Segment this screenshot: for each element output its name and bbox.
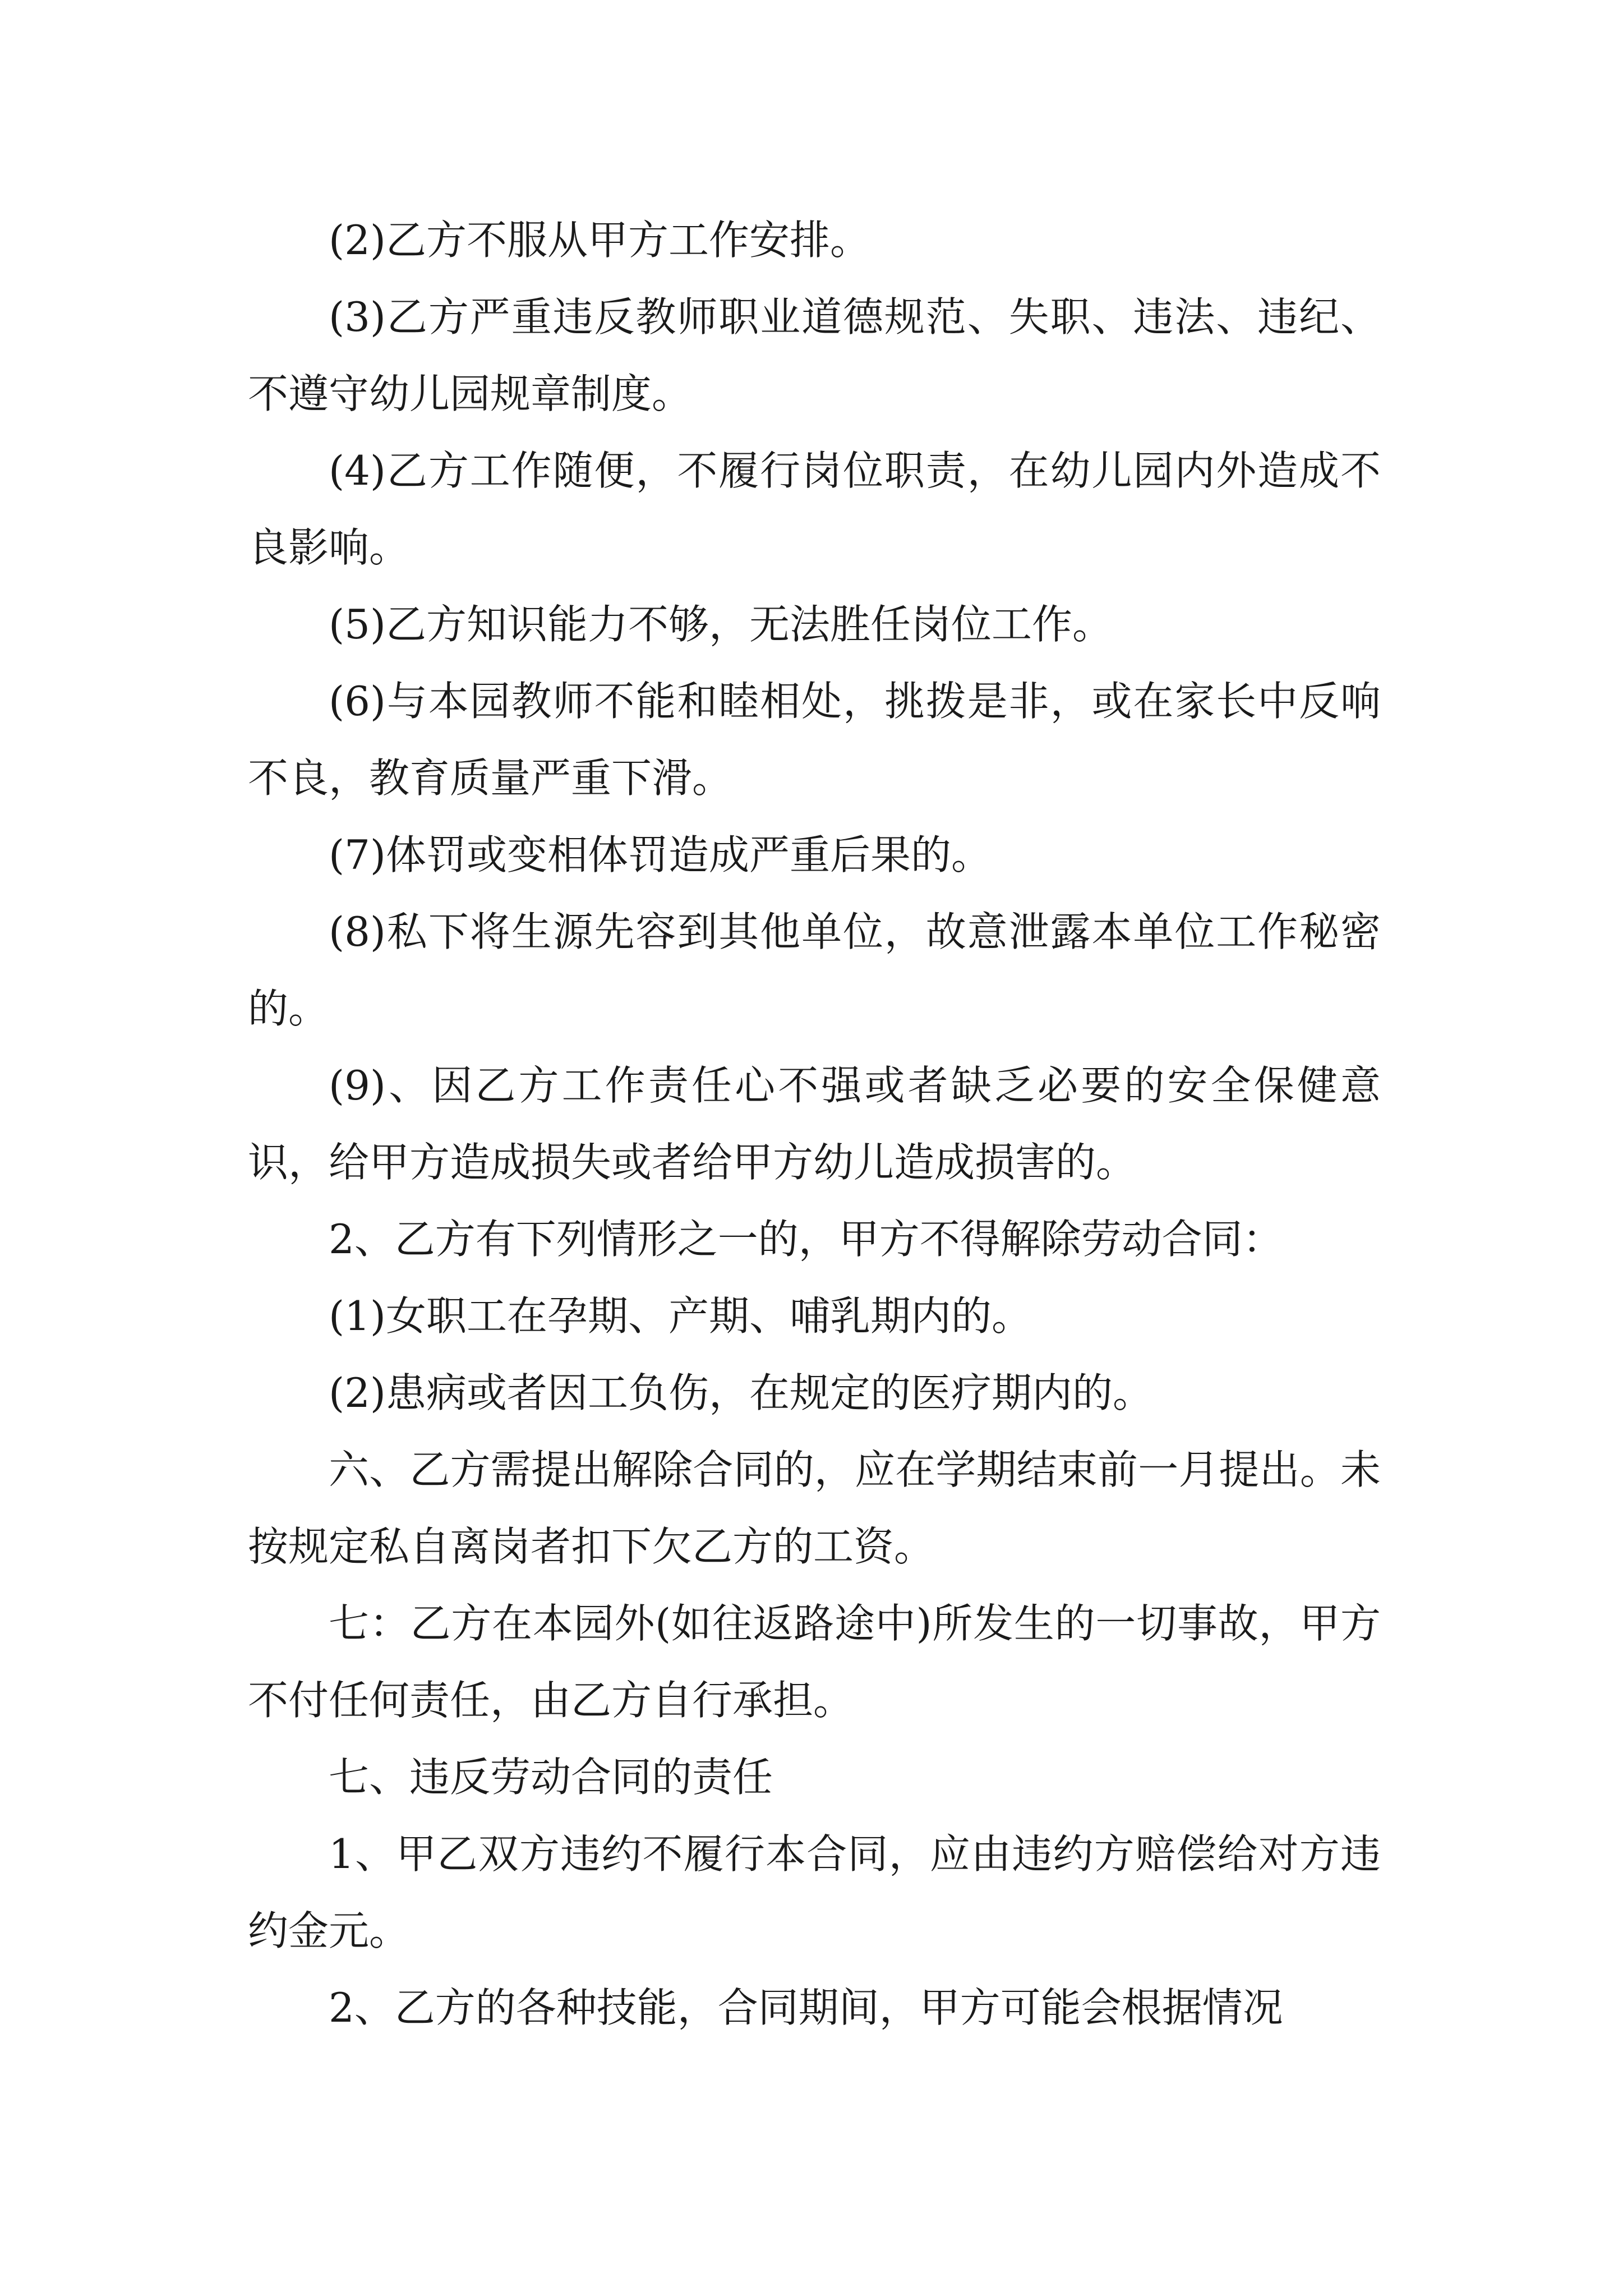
section-heading: 七、违反劳动合同的责任 xyxy=(329,1754,773,1801)
clause-paragraph: (2)患病或者因工负伤，在规定的医疗期内的。 xyxy=(329,1369,1153,1416)
clause-paragraph: 2、乙方的各种技能，合同期间，甲方可能会根据情况 xyxy=(329,1984,1283,2031)
clause-paragraph: 六、乙方需提出解除合同的，应在学期结束前一月提出。未按规定私自离岗者扣下欠乙方的工资。 xyxy=(248,1446,1381,1570)
clause-paragraph: (3)乙方严重违反教师职业道德规范、失职、违法、违纪、不遵守幼儿园规章制度。 xyxy=(248,293,1381,417)
clause-paragraph: (5)乙方知识能力不够，无法胜任岗位工作。 xyxy=(329,601,1113,648)
clause-paragraph: 2、乙方有下列情形之一的，甲方不得解除劳动合同： xyxy=(329,1216,1283,1263)
clause-paragraph: 1、甲乙双方违约不履行本合同，应由违约方赔偿给对方违约金元。 xyxy=(248,1830,1381,1954)
clause-paragraph: (4)乙方工作随便，不履行岗位职责，在幼儿园内外造成不良影响。 xyxy=(248,447,1381,571)
clause-paragraph: (8)私下将生源先容到其他单位，故意泄露本单位工作秘密的。 xyxy=(248,908,1381,1032)
clause-paragraph: (6)与本园教师不能和睦相处，挑拨是非，或在家长中反响不良，教育质量严重下滑。 xyxy=(248,678,1381,802)
clause-paragraph: (2)乙方不服从甲方工作安排。 xyxy=(329,217,870,264)
clause-paragraph: (9)、因乙方工作责任心不强或者缺乏必要的安全保健意识，给甲方造成损失或者给甲方幼儿造成损害的。 xyxy=(248,1062,1381,1186)
contract-text xyxy=(248,202,1381,2046)
clause-paragraph: (1)女职工在孕期、产期、哺乳期内的。 xyxy=(329,1292,1032,1340)
clause-paragraph: (7)体罚或变相体罚造成严重后果的。 xyxy=(329,831,992,878)
clause-paragraph: 七：乙方在本园外(如往返路途中)所发生的一切事故，甲方不付任何责任，由乙方自行承担。 xyxy=(248,1600,1381,1724)
